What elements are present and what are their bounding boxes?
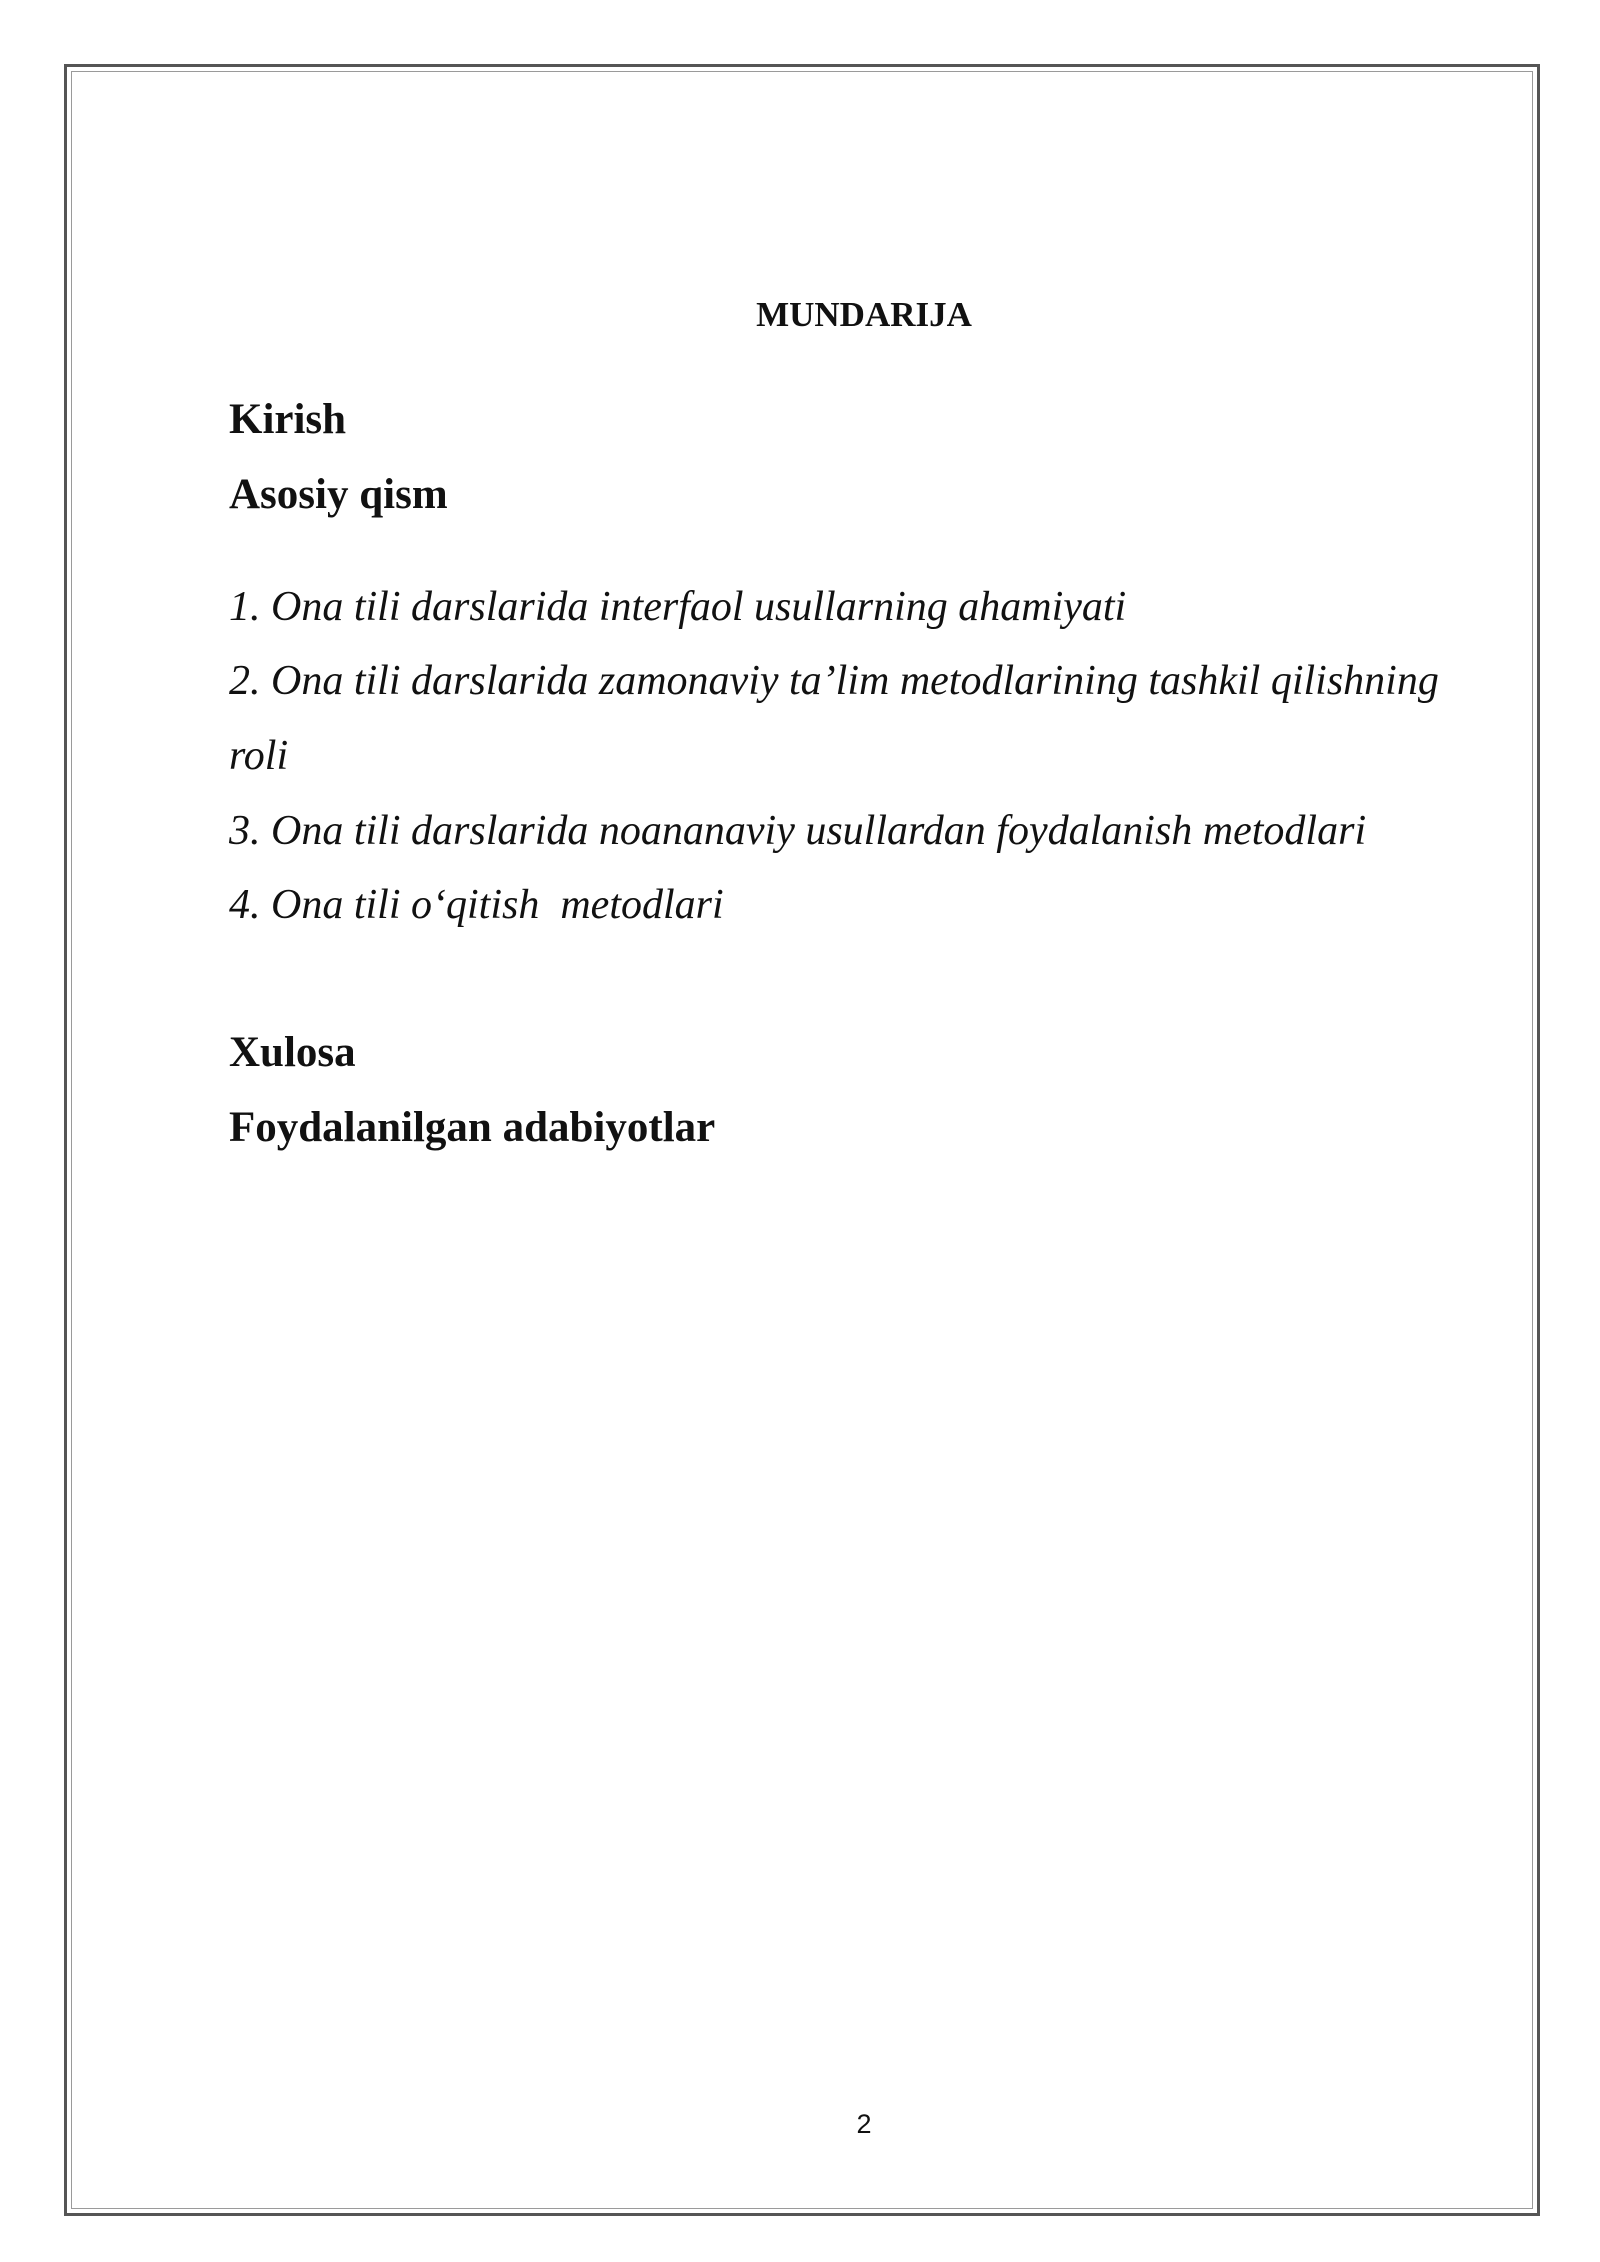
toc-item-2-continued: roli bbox=[229, 733, 289, 779]
toc-entry-references: Foydalanilgan adabiyotlar bbox=[229, 1104, 716, 1151]
toc-item-3: 3. Ona tili darslarida noananaviy usullardan foydalanish metodlari bbox=[229, 808, 1367, 854]
toc-item-4: 4. Ona tili o‘qitish metodlari bbox=[229, 882, 724, 928]
page-number: 2 bbox=[856, 2109, 872, 2139]
toc-title: MUNDARIJA bbox=[756, 295, 972, 334]
toc-entry-conclusion: Xulosa bbox=[229, 1029, 356, 1076]
toc-entry-main-part: Asosiy qism bbox=[229, 471, 448, 518]
toc-item-1: 1. Ona tili darslarida interfaol usullarning ahamiyati bbox=[229, 584, 1127, 630]
toc-entry-intro: Kirish bbox=[229, 396, 347, 443]
toc-item-2: 2. Ona tili darslarida zamonaviy ta’lim metodlarining tashkil qilishning bbox=[229, 658, 1439, 704]
